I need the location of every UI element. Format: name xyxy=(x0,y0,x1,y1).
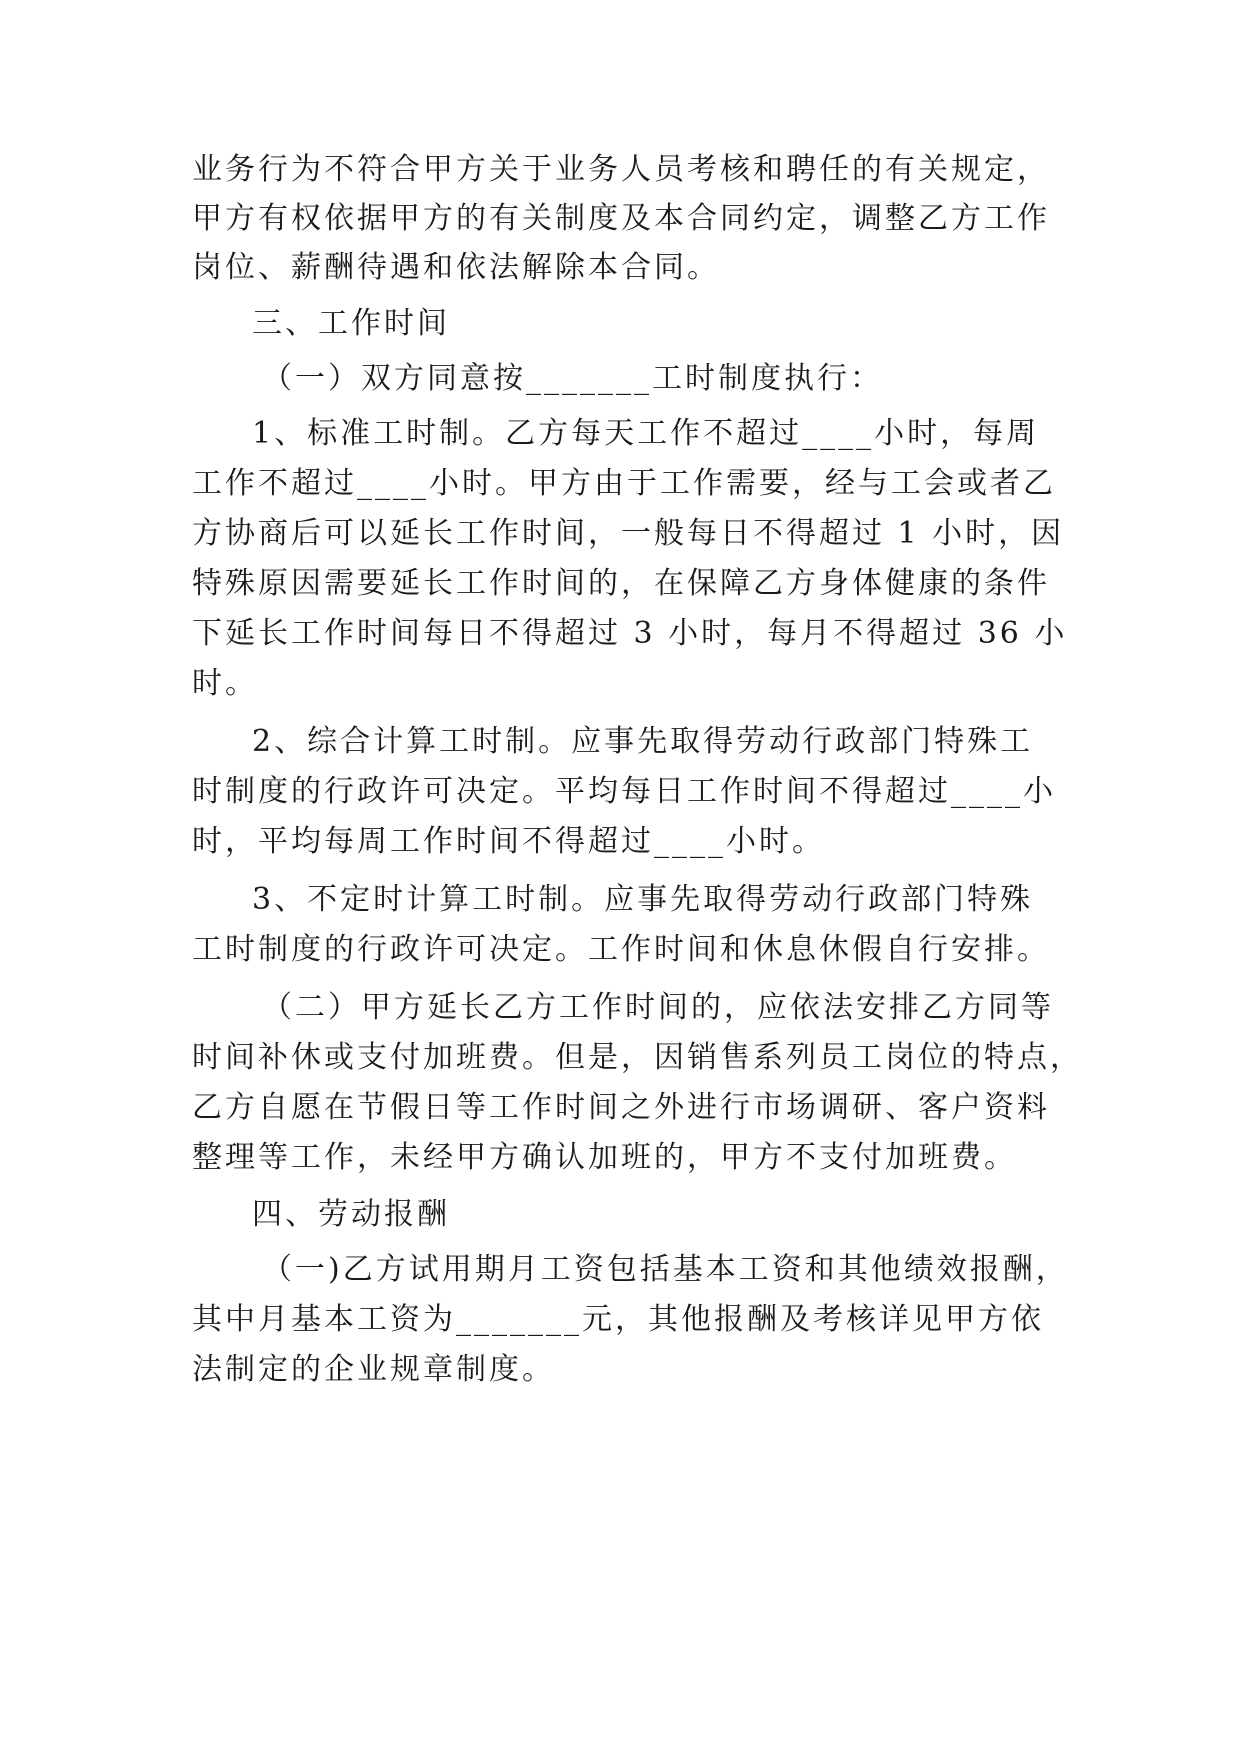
text-line: 方协商后可以延长工作时间，一般每日不得超过 1 小时，因 xyxy=(192,516,1065,551)
text-line: 1、标准工时制。乙方每天工作不超过____小时，每周 xyxy=(252,416,1040,451)
text-line: 2、综合计算工时制。应事先取得劳动行政部门特殊工 xyxy=(252,724,1034,759)
text-line: 时制度的行政许可决定。平均每日工作时间不得超过____小 xyxy=(192,774,1056,809)
text-line: 岗位、薪酬待遇和依法解除本合同。 xyxy=(192,250,720,285)
text-line: 法制定的企业规章制度。 xyxy=(192,1352,555,1387)
text-line: （一）双方同意按_______工时制度执行： xyxy=(262,361,883,396)
text-line: 乙方自愿在节假日等工作时间之外进行市场调研、客户资料 xyxy=(192,1090,1050,1125)
text-line: （二）甲方延长乙方工作时间的，应依法安排乙方同等 xyxy=(262,990,1054,1025)
section-heading: 三、工作时间 xyxy=(252,306,450,341)
text-line: 工时制度的行政许可决定。工作时间和休息休假自行安排。 xyxy=(192,932,1050,967)
text-line: 其中月基本工资为_______元，其他报酬及考核详见甲方依 xyxy=(192,1302,1044,1337)
text-line: 时。 xyxy=(192,666,258,701)
text-line: （一)乙方试用期月工资包括基本工资和其他绩效报酬， xyxy=(262,1252,1069,1287)
text-line: 时，平均每周工作时间不得超过____小时。 xyxy=(192,824,825,859)
section-heading: 四、劳动报酬 xyxy=(252,1197,450,1232)
text-line: 特殊原因需要延长工作时间的，在保障乙方身体健康的条件 xyxy=(192,566,1050,601)
text-line: 工作不超过____小时。甲方由于工作需要，经与工会或者乙 xyxy=(192,466,1056,501)
text-line: 整理等工作，未经甲方确认加班的，甲方不支付加班费。 xyxy=(192,1140,1017,1175)
text-line: 甲方有权依据甲方的有关制度及本合同约定，调整乙方工作 xyxy=(192,201,1050,236)
text-line: 时间补休或支付加班费。但是，因销售系列员工岗位的特点， xyxy=(192,1040,1083,1075)
text-line: 下延长工作时间每日不得超过 3 小时，每月不得超过 36 小 xyxy=(192,616,1068,651)
text-line: 业务行为不符合甲方关于业务人员考核和聘任的有关规定， xyxy=(192,152,1050,187)
text-line: 3、不定时计算工时制。应事先取得劳动行政部门特殊 xyxy=(252,882,1034,917)
